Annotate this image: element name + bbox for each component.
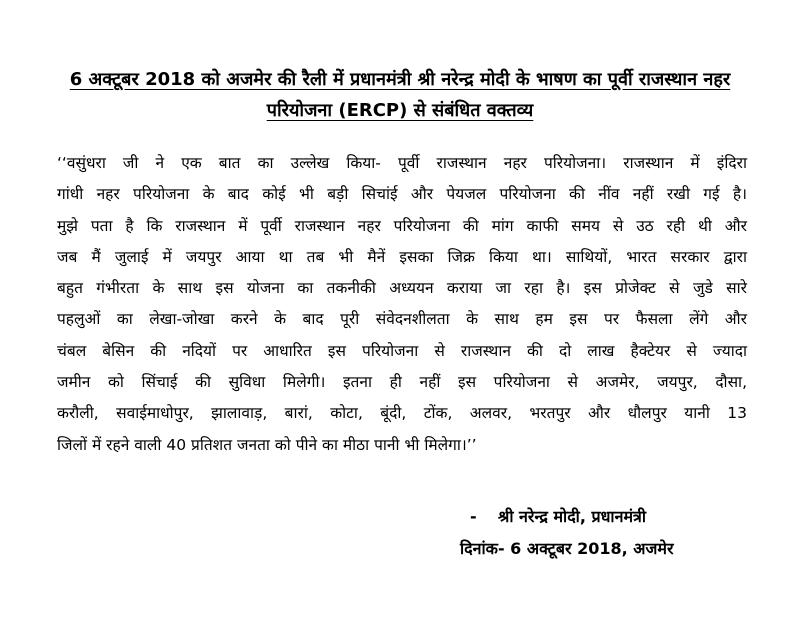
body-line-5: बहुत गंभीरता के साथ इस योजना का तकनीकी अध्ययन कराया जा रहा है। इस प्रोजेक्ट से जुडे सारे bbox=[57, 279, 747, 298]
body-line-9: करौली, सवाईमाधोपुर, झालावाड़, बारां, कोटा, बूंदी, टोंक, अलवर, भरतपुर और धौलपुर यानी 13 bbox=[57, 404, 747, 423]
signature-name bbox=[470, 505, 646, 527]
title-line-2: परियोजना (ERCP) से संबंधित वक्तव्य bbox=[266, 100, 534, 121]
document-title bbox=[40, 64, 760, 126]
body-line-2: गांधी नहर परियोजना के बाद कोई भी बड़ी सिचांई और पेयजल परियोजना की नींव नहीं रखी गई है। bbox=[57, 185, 747, 204]
title-line-1: 6 अक्टूबर 2018 को अजमेर की रैली में प्रधानमंत्री श्री नरेन्द्र मोदी के भाषण का पूर्वी राजस्थान नहर bbox=[69, 69, 731, 90]
speaker-name: श्री नरेन्द्र मोदी, प्रधानमंत्री bbox=[498, 507, 646, 526]
body-line-10: जिलों में रहने वाली 40 प्रतिशत जनता को पीने का मीठा पानी भी मिलेगा।’’ bbox=[57, 435, 477, 454]
speech-quote bbox=[57, 148, 747, 461]
signature-date: दिनांक- 6 अक्टूबर 2018, अजमेर bbox=[460, 539, 674, 558]
body-line-4: जब मैं जुलाई में जयपुर आया था तब भी मैनें इसका जिक्र किया था। साथियों, भारत सरकार द्वारा bbox=[57, 247, 747, 266]
body-line-8: जमीन को सिंचाई की सुविधा मिलेगी। इतना ही नहीं इस परियोजना से अजमेर, जयपुर, दौसा, bbox=[57, 373, 747, 392]
signature-dash: - bbox=[470, 507, 477, 526]
body-line-3: मुझे पता है कि राजस्थान में पूर्वी राजस्थान नहर परियोजना की मांग काफी समय से उठ रही थी और bbox=[57, 216, 747, 235]
body-line-1: ‘‘वसुंधरा जी ने एक बात का उल्लेख किया- पूर्वी राजस्थान नहर परियोजना। राजस्थान में इंदिरा bbox=[57, 154, 747, 172]
body-line-6: पहलुओं का लेखा-जोखा करने के बाद पूरी संवेदनशीलता के साथ हम इस पर फैसला लेंगे और bbox=[57, 310, 747, 329]
body-line-7: चंबल बेसिन की नदियों पर आधारित इस परियोजना से राजस्थान की दो लाख हैक्टेयर से ज्यादा bbox=[57, 341, 747, 360]
